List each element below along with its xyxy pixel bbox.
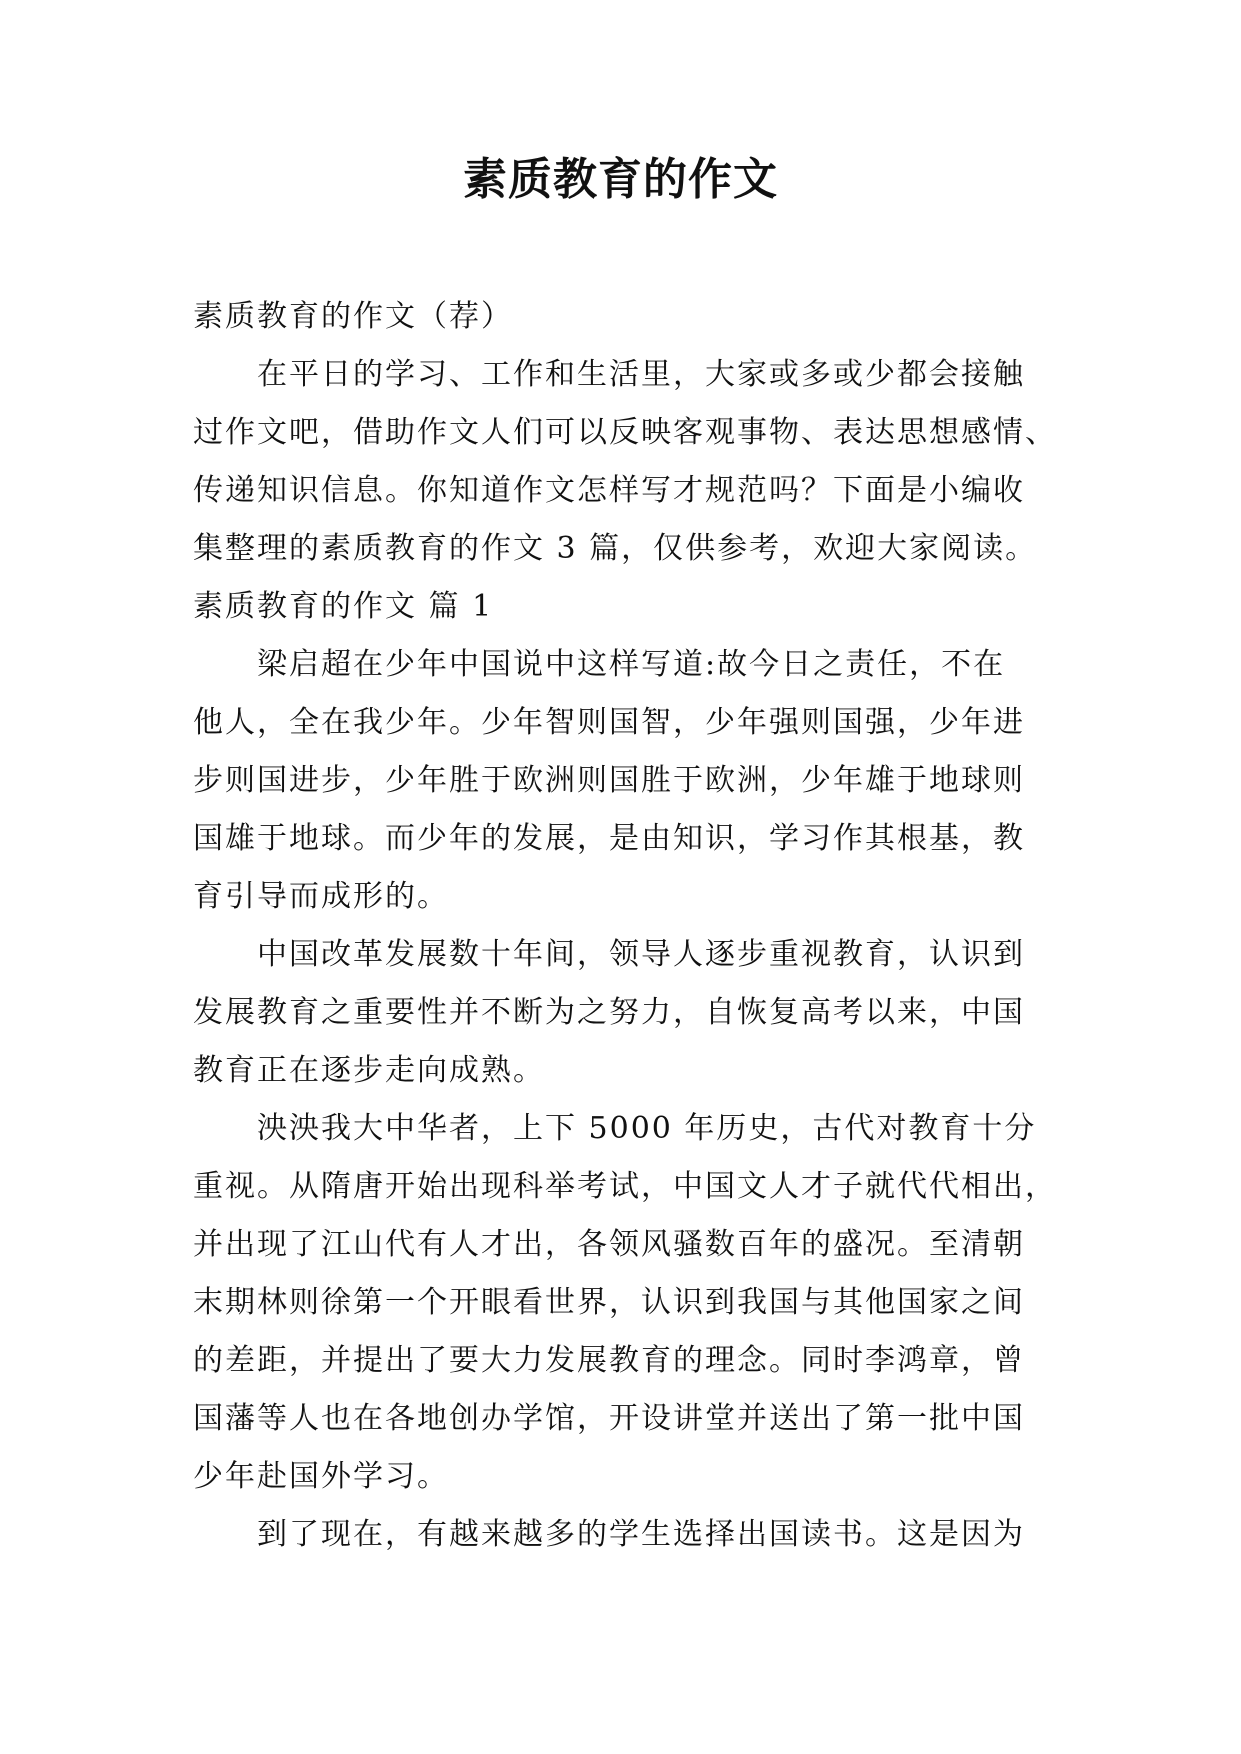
text-line: 发展教育之重要性并不断为之努力，自恢复高考以来，中国 <box>193 995 1025 1030</box>
text-line: 教育正在逐步走向成熟。 <box>193 1053 545 1088</box>
text-line: 国藩等人也在各地创办学馆，开设讲堂并送出了第一批中国 <box>193 1401 1025 1436</box>
text-line: 中国改革发展数十年间，领导人逐步重视教育，认识到 <box>257 937 1025 972</box>
text-line: 集整理的素质教育的作文 3 篇，仅供参考，欢迎大家阅读。 <box>193 531 1038 566</box>
text-line: 重视。从隋唐开始出现科举考试，中国文人才子就代代相出， <box>193 1169 1057 1204</box>
text-line: 国雄于地球。而少年的发展，是由知识，学习作其根基，教 <box>193 821 1025 856</box>
text-line: 泱泱我大中华者，上下 5000 年历史，古代对教育十分 <box>257 1111 1037 1146</box>
text-line: 少年赴国外学习。 <box>193 1459 449 1494</box>
text-line: 他人，全在我少年。少年智则国智，少年强则国强，少年进 <box>193 705 1025 740</box>
text-line: 在平日的学习、工作和生活里，大家或多或少都会接触 <box>257 357 1025 392</box>
text-line: 传递知识信息。你知道作文怎样写才规范吗？下面是小编收 <box>193 473 1025 508</box>
document-body <box>193 288 1065 1564</box>
text-line: 梁启超在少年中国说中这样写道:故今日之责任，不在 <box>257 647 1006 682</box>
text-line: 并出现了江山代有人才出，各领风骚数百年的盛况。至清朝 <box>193 1227 1025 1262</box>
document-title: 素质教育的作文 <box>463 154 778 205</box>
text-line: 素质教育的作文（荐） <box>193 299 513 334</box>
text-line: 过作文吧，借助作文人们可以反映客观事物、表达思想感情、 <box>193 415 1057 450</box>
text-line: 到了现在，有越来越多的学生选择出国读书。这是因为 <box>257 1517 1025 1552</box>
text-line: 的差距，并提出了要大力发展教育的理念。同时李鸿章，曾 <box>193 1343 1025 1378</box>
section-heading: 素质教育的作文 篇 1 <box>193 589 494 624</box>
text-line: 末期林则徐第一个开眼看世界，认识到我国与其他国家之间 <box>193 1285 1025 1320</box>
text-line: 步则国进步，少年胜于欧洲则国胜于欧洲，少年雄于地球则 <box>193 763 1025 798</box>
text-line: 育引导而成形的。 <box>193 879 449 914</box>
